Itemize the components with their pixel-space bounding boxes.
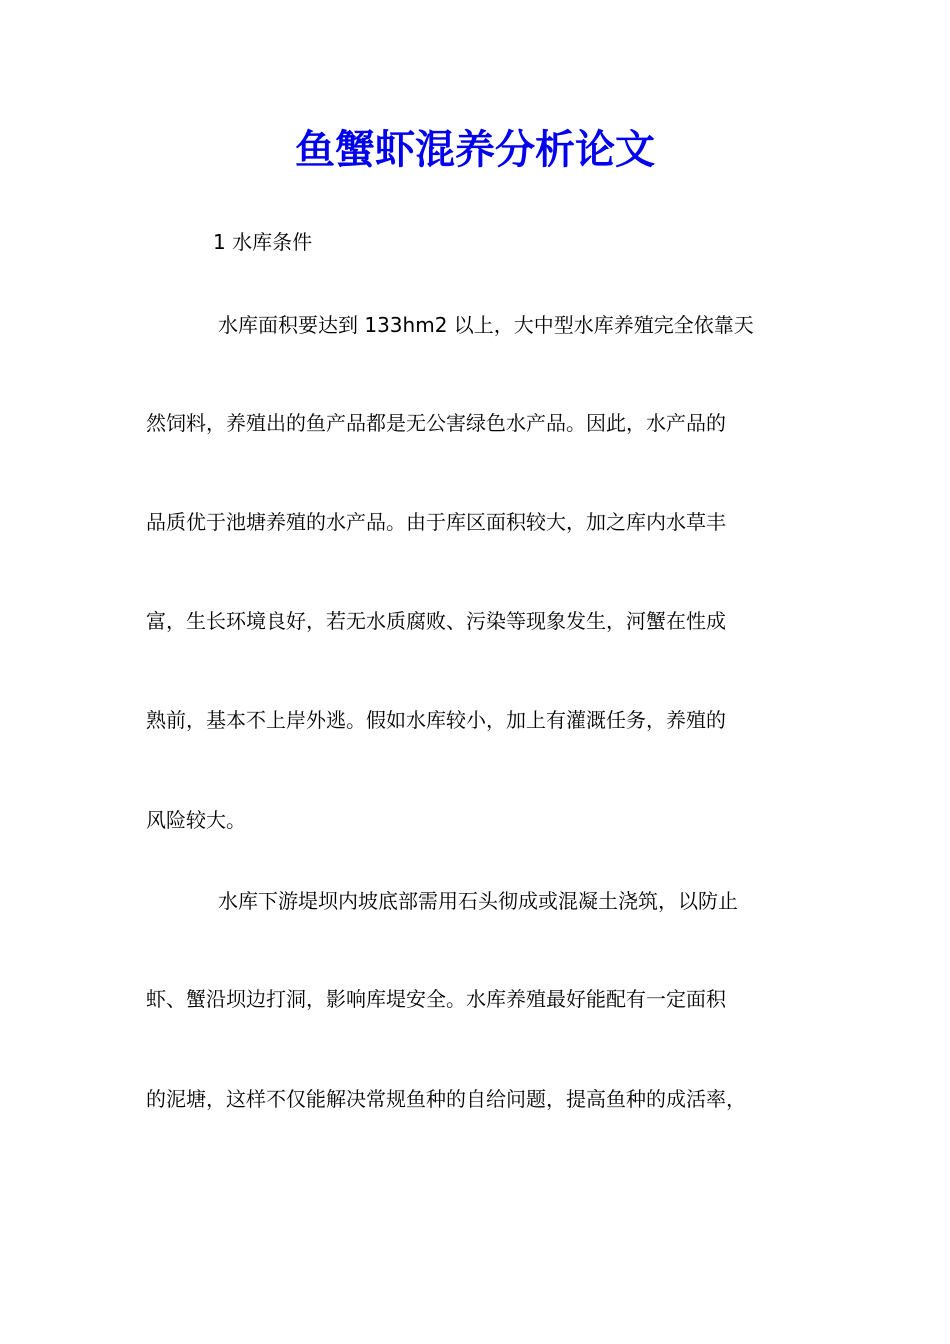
section-heading: 1 水库条件	[213, 230, 313, 254]
paragraph-2-line-3: 的泥塘，这样不仅能解决常规鱼种的自给问题，提高鱼种的成活率，	[146, 1087, 746, 1111]
paragraph-1-line-2: 然饲料，养殖出的鱼产品都是无公害绿色水产品。因此，水产品的	[146, 411, 726, 435]
paragraph-2-line-1: 水库下游堤坝内坡底部需用石头彻成或混凝土浇筑，以防止	[218, 889, 738, 913]
paragraph-1-line-5: 熟前，基本不上岸外逃。假如水库较小，加上有灌溉任务，养殖的	[146, 708, 726, 732]
document-title: 鱼蟹虾混养分析论文	[295, 126, 655, 173]
paragraph-1-line-6: 风险较大。	[146, 808, 246, 832]
paragraph-1-line-4: 富，生长环境良好，若无水质腐败、污染等现象发生，河蟹在性成	[146, 609, 726, 633]
paragraph-1-line-1: 水库面积要达到 133hm2 以上，大中型水库养殖完全依靠天	[218, 313, 754, 337]
paragraph-2-line-2: 虾、蟹沿坝边打洞，影响库堤安全。水库养殖最好能配有一定面积	[146, 987, 726, 1011]
paragraph-1-line-3: 品质优于池塘养殖的水产品。由于库区面积较大，加之库内水草丰	[146, 510, 726, 534]
